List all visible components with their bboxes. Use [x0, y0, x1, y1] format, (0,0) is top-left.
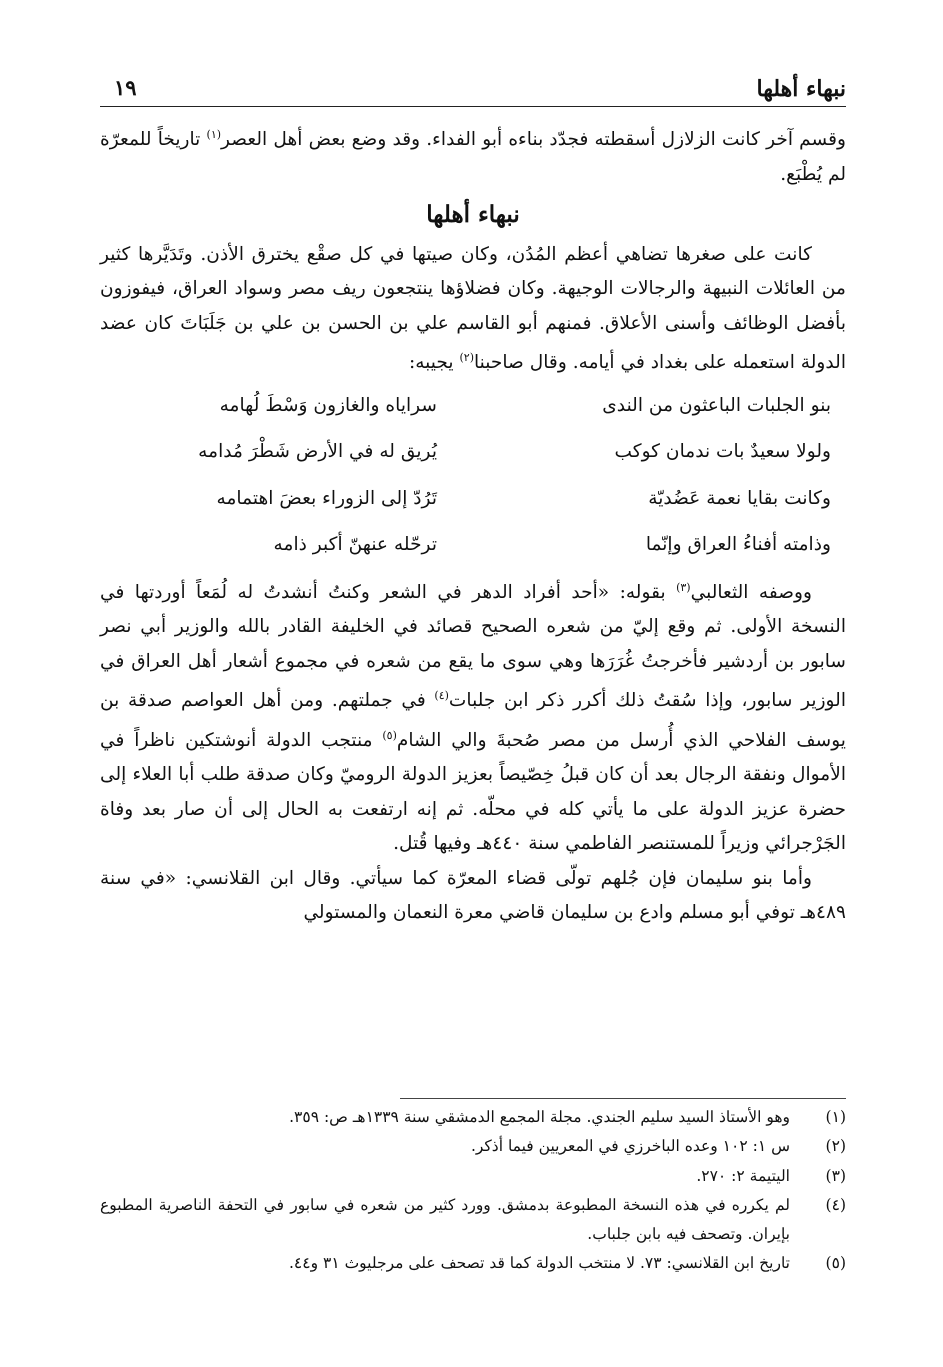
intro-line-2: تاريخاً للمعرّة لم يُطْبَع.: [100, 129, 846, 185]
verse-first-hemistich: وذامته أفناءُ العراق وإنّما: [645, 534, 831, 556]
paragraph-2-a: ووصفه الثعالبي: [690, 582, 812, 603]
footnote-text: وهو الأستاذ السيد سليم الجندي. مجلة المجمع الدمشقي سنة ١٣٣٩هـ ص: ٣٥٩.: [289, 1108, 790, 1126]
footnote-ref-5: (٥): [382, 728, 397, 742]
footnote-separator: [400, 1098, 846, 1099]
footnote-number: (٢): [825, 1137, 846, 1156]
footnote-text: س ١: ١٠٢ وعده الباخرزي في المعريين فيما أذكر.: [470, 1137, 790, 1156]
paragraph-1-text: كانت على صغرها تضاهي أعظم المُدُن، وكان صيتها في كل صقْع يخترق الأذن. وتَدَيَّرها كثير من العائلات النبيهة والرجالات الوجيهة. وكان فضلاؤها ينتجعون ريف مصر وسواد العراق، فيفوزون بأفضل الوظائف وأسنى الأعلاق. فمنهم أبو القاسم علي بن الحسن بن علي بن جَلَبَاتَ كان عضد الدولة استعمله على بغداد في أيامه. وقال صاحبنا: [100, 244, 846, 374]
footnote-ref-2: (٢): [459, 351, 475, 365]
page-number: ١٩: [114, 75, 137, 100]
footnote-number: (٥): [825, 1254, 846, 1273]
footnote-text: اليتيمة ٢: ٢٧٠.: [696, 1166, 790, 1185]
paragraph-2: [100, 571, 846, 862]
footnotes: [100, 1103, 846, 1279]
paragraph-2-c: في جملتهم. ومن أهل العواصم صدقة بن يوسف الفلاحي الذي أُرسل من مصر صُحبةَ والي الشام: [100, 690, 846, 751]
verse-first-hemistich: بنو الجلبات الباعثون من الندى: [602, 394, 831, 416]
page-header: [100, 62, 846, 107]
verse: [100, 476, 846, 523]
poem: [100, 383, 846, 569]
verse-first-hemistich: وكانت بقايا نعمة عَضُديّة: [648, 487, 831, 509]
paragraph-3: وأما بنو سليمان فإن جُلهم تولّى قضاء المعرّة كما سيأتي. وقال ابن القلانسي: «في سنة ٤٨٩هـ توفي أبو مسلم وادع بن سليمان قاضي معرة النعمان والمستولي: [100, 867, 846, 924]
footnote: [100, 1132, 846, 1161]
section-heading: نبهاء أهلها: [426, 201, 520, 228]
paragraph-1: [100, 238, 846, 381]
footnote-text: لم يكرره في هذه النسخة المطبوعة بدمشق. وورد كثير من شعره في سابور في التحفة الناصرية المطبوع بإيران. وتصحف فيه بابن جلباب.: [100, 1195, 790, 1244]
paragraph-1-end: يجيبه:: [408, 352, 460, 374]
intro-line-1: وقسم آخر كانت الزلازل أسقطته فجدّد بناءه أبو الفداء. وقد وضع بعض أهل العصر: [221, 129, 846, 151]
footnote-number: (١): [825, 1108, 846, 1126]
verse-first-hemistich: ولولا سعيدٌ بات ندمان كوكب: [614, 441, 831, 463]
footnote-ref-4: (٤): [434, 689, 449, 703]
verse-second-hemistich: تَرُدّ إلى الزوراء بعضَ اهتمامه: [216, 487, 437, 509]
footnote: [100, 1162, 846, 1191]
paragraph-2-b: بقوله: «أحد أفراد الدهر في الشعر وكنتُ أنشدتُ له لُمَعاً أوردتها في النسخة الأولى. ثم وقع إليّ من شعره الصحيح قصائد في الخليفة القادر بالله والوزير أبي نصر سابور بن أردشير فأخرجتُ غُرَرَها وهي سوى ما يقع من شعره في مجموع أشعار أهل العراق في الوزير سابور، وإذا سُقتُ ذلك أكرر ذكر ابن جلبات: [100, 582, 846, 712]
footnote-ref-1: (١): [206, 128, 222, 141]
footnote-number: (٤): [825, 1195, 846, 1214]
verse: [100, 522, 846, 569]
verse-second-hemistich: يُريق له في الأرض شَطْرَ مُدامه: [198, 441, 437, 463]
footnote: [100, 1191, 846, 1250]
running-title: نبهاء أهلها: [756, 76, 846, 102]
intro-paragraph: [100, 118, 846, 192]
main-text: [100, 118, 846, 930]
footnote: [100, 1103, 846, 1132]
verse: [100, 383, 846, 430]
footnote-text: تاريخ ابن القلانسي: ٧٣. لا منتخب الدولة كما قد تصحف على مرجليوث ٣١ و٤٤.: [288, 1254, 790, 1273]
footnote-ref-3: (٣): [676, 580, 691, 594]
paragraph-2-d: منتجب الدولة أنوشتكين ناظراً في الأموال ونفقة الرجال بعد أن كان قبلُ خِصّيصاً بعزيز الدولة الروميّ وكان صدقة طلب أبا العلاء إلى حضرة عزيز الدولة على ما يأتي كله في محلّه. ثم إنه ارتفعت به الحال إلى أن صار بعد وفاة الجَرْجرائي وزيراً للمستنصر الفاطمي سنة ٤٤٠هـ وفيها قُتل.: [100, 730, 846, 855]
verse-second-hemistich: سراياه والغازون وَسْطَ لُهامه: [219, 394, 437, 416]
footnote: [100, 1249, 846, 1278]
verse: [100, 429, 846, 476]
footnote-number: (٣): [825, 1166, 846, 1185]
verse-second-hemistich: ترحّله عنهنّ أكبر ذامه: [273, 534, 437, 556]
